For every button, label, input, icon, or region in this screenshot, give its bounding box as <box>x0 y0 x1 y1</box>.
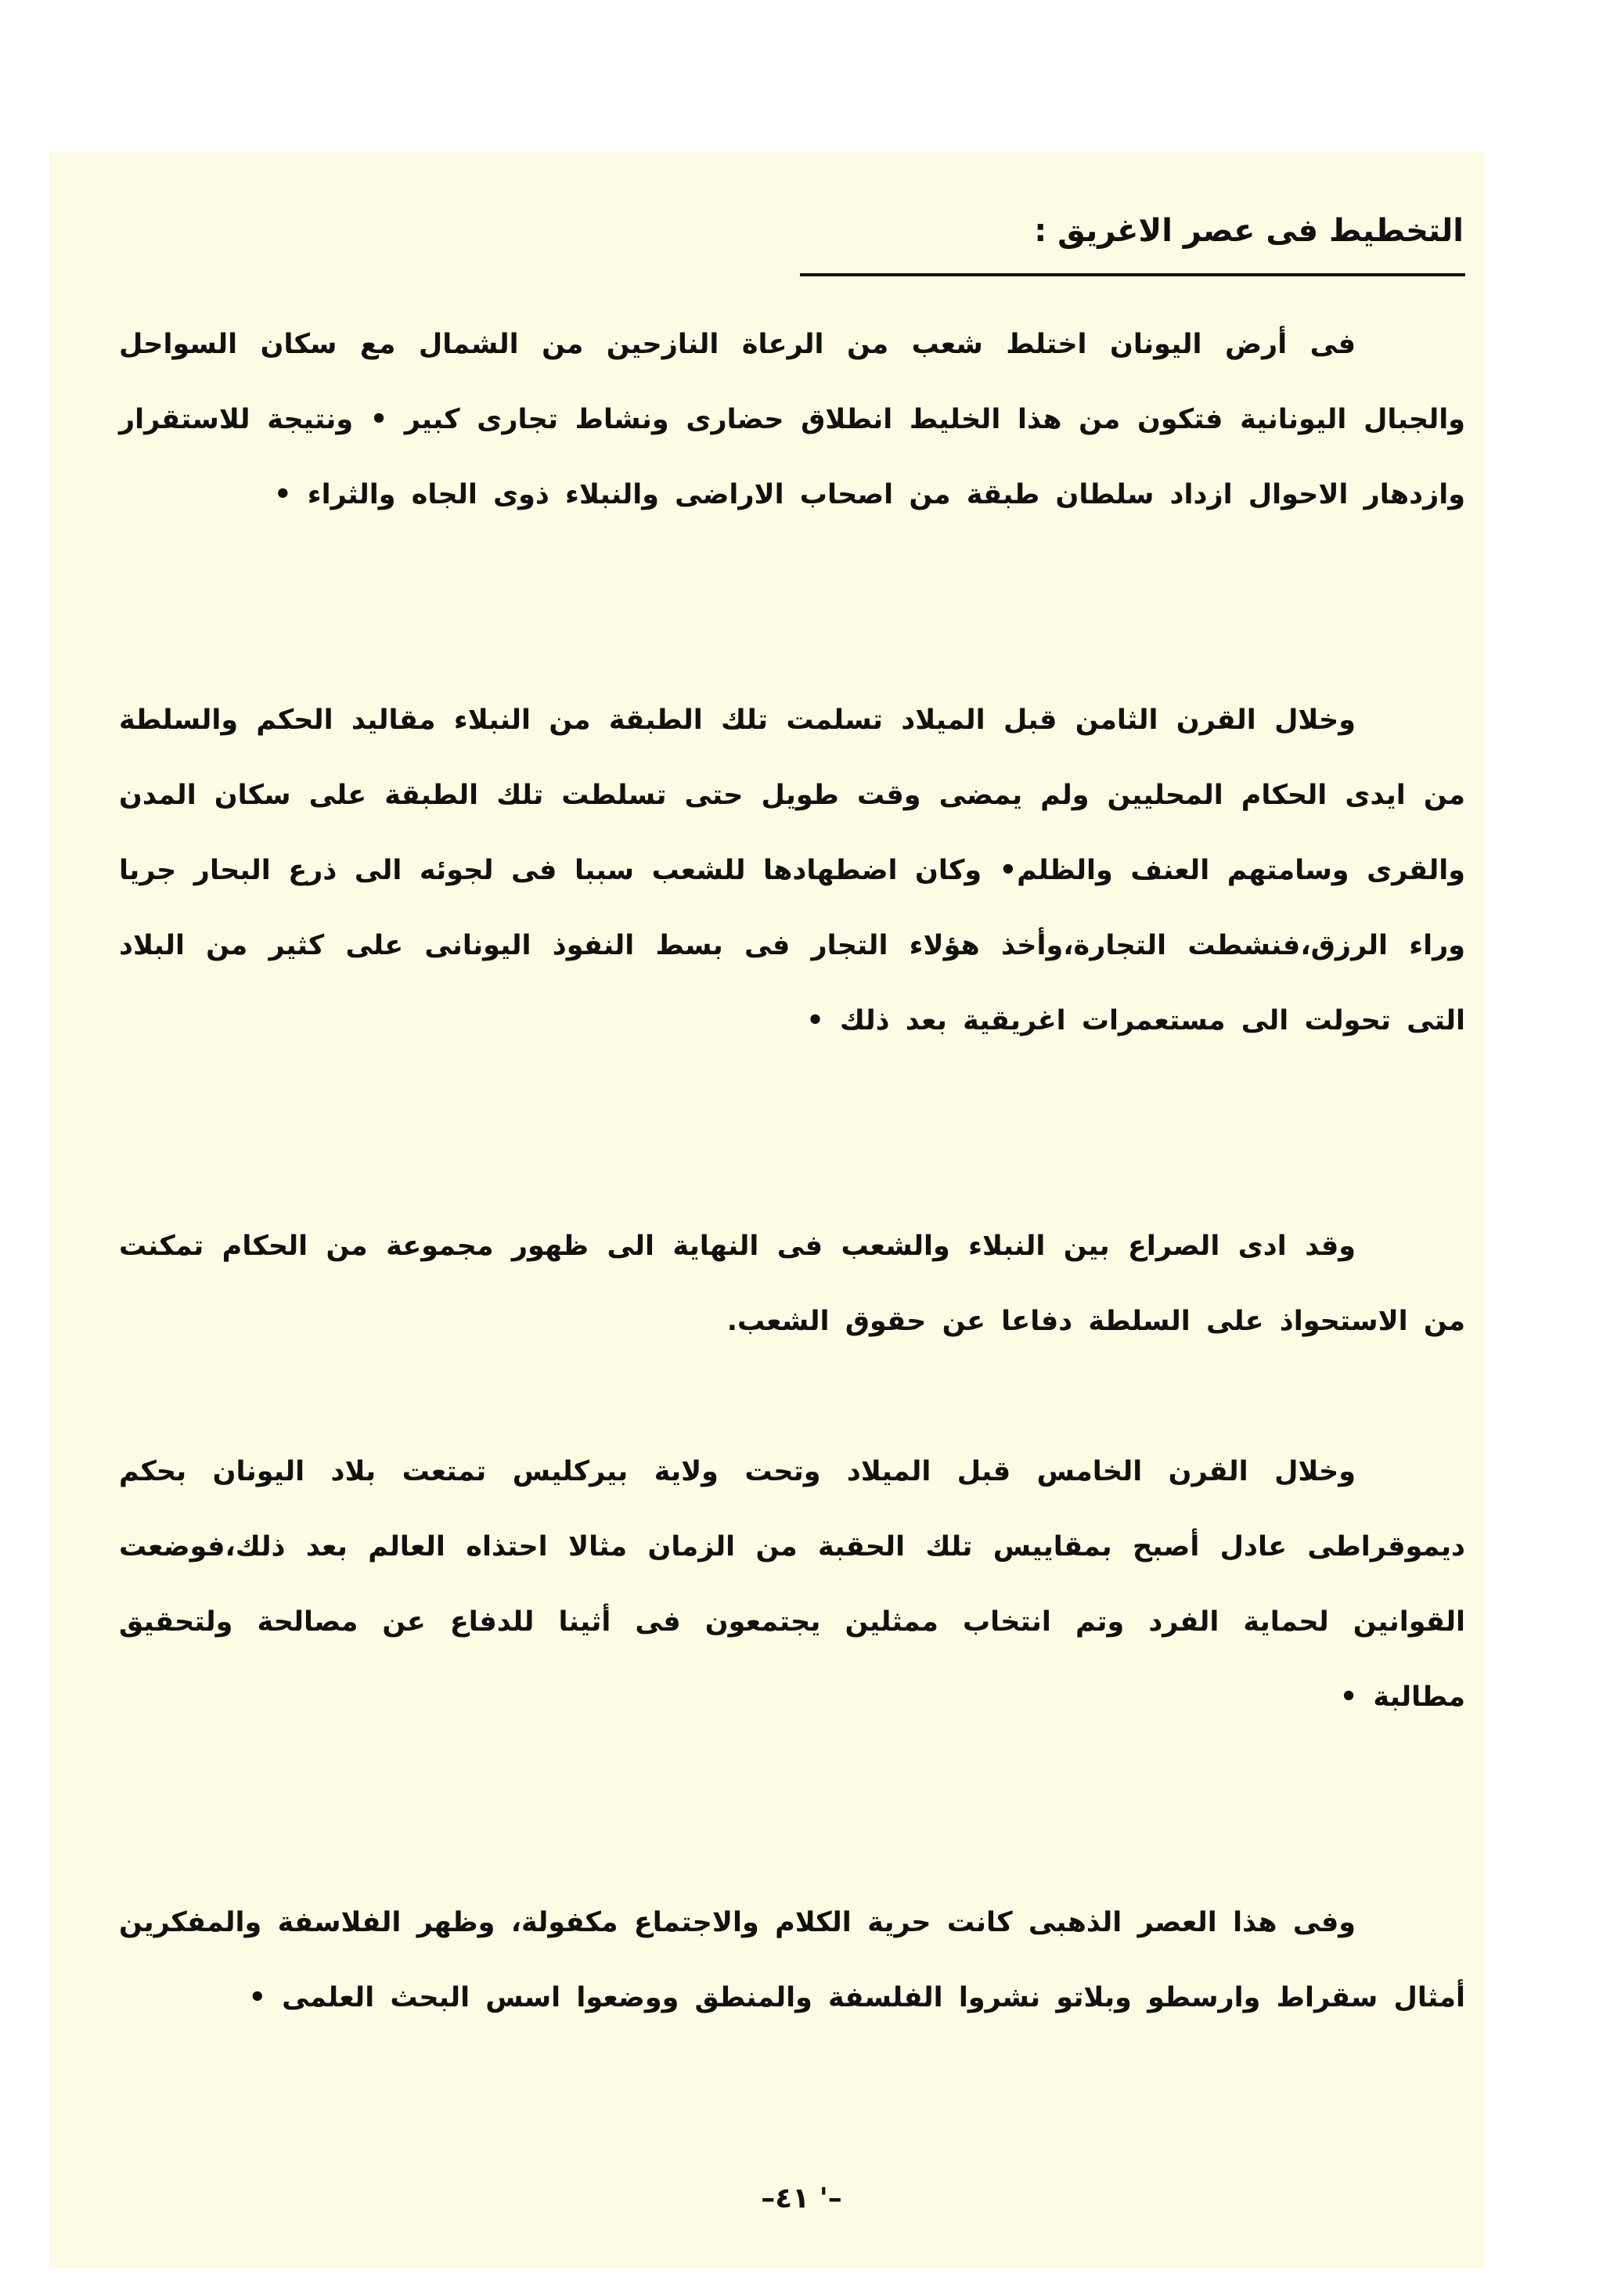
paragraph-2-text: وخلال القرن الثامن قبل الميلاد تسلمت تلك الطبقة من النبلاء مقاليد الحكم والسلطة من ايدى الحكام المحليين ولم يمضى وقت طويل حتى تسلطت تلك الطبقة على سكان المدن والقرى وسامتهم العنف والظلم• وكان اضطهادها للشعب سببا فى لجوئه الى ذرع البحار جريا وراء الرزق،فنشطت التجارة،وأخذ هؤلاء التجار فى بسط النفوذ اليونانى على كثير من البلاد التى تحولت الى مستعمرات اغريقية بعد ذلك • <box>119 705 1465 1036</box>
paragraph-4 <box>119 1434 1465 1735</box>
paragraph-1-text: فى أرض اليونان اختلط شعب من الرعاة النازحين من الشمال مع سكان السواحل والجبال اليونانية فتكون من هذا الخليط انطلاق حضارى ونشاط تجارى كبير • ونتيجة للاستقرار وازدهار الاحوال ازداد سلطان طبقة من اصحاب الاراضى والنبلاء ذوى الجاه والثراء • <box>119 329 1465 510</box>
title-underline <box>800 273 1465 276</box>
paragraph-3-text: وقد ادى الصراع بين النبلاء والشعب فى النهاية الى ظهور مجموعة من الحكام تمكنت من الاستحواذ على السلطة دفاعا عن حقوق الشعب. <box>119 1231 1465 1337</box>
paragraph-1 <box>119 307 1465 532</box>
paragraph-3 <box>119 1209 1465 1359</box>
page-number: –٤١ '– <box>761 2182 842 2215</box>
paragraph-5-text: وفى هذا العصر الذهبى كانت حرية الكلام والاجتماع مكفولة، وظهر الفلاسفة والمفكرين أمثال سقراط وارسطو وبلاتو نشروا الفلسفة والمنطق ووضعوا اسس البحث العلمى • <box>119 1907 1465 2013</box>
paragraph-2 <box>119 683 1465 1058</box>
section-title: التخطيط فى عصر الاغريق : <box>1034 213 1464 249</box>
paragraph-4-text: وخلال القرن الخامس قبل الميلاد وتحت ولاية بيركليس تمتعت بلاد اليونان بحكم ديموقراطى عادل أصبح بمقاييس تلك الحقبة من الزمان مثالا احتذاه العالم بعد ذلك،فوضعت القوانين لحماية الفرد وتم انتخاب ممثلين يجتمعون فى أثينا للدفاع عن مصالحة ولتحقيق مطالبة • <box>119 1456 1465 1713</box>
paragraph-5 <box>119 1885 1465 2035</box>
